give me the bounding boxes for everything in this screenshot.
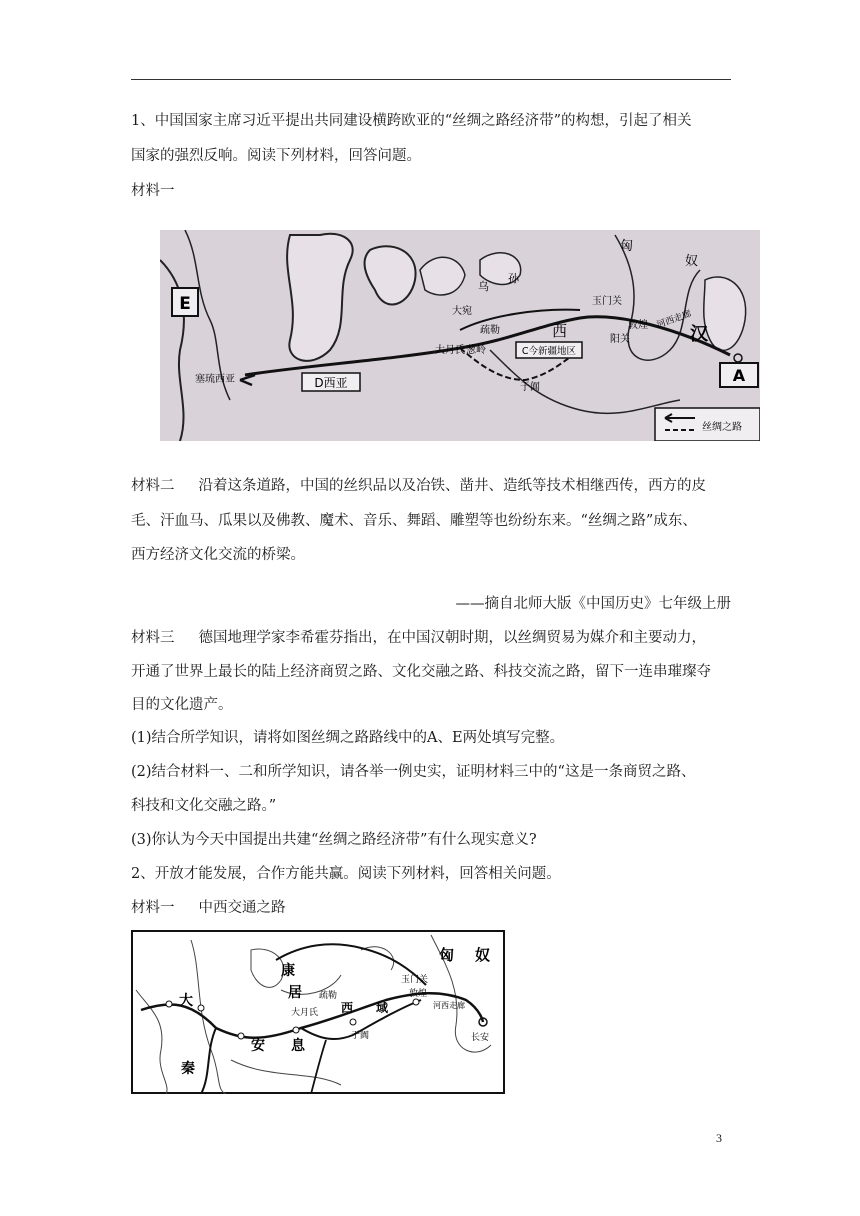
map1-box-e: E	[179, 294, 191, 314]
map2-label-yu: 域	[376, 1001, 389, 1015]
map1-label-xiongnu-1: 匈	[620, 239, 634, 254]
map1-label-roman: 塞琉西亚	[195, 374, 235, 385]
map2-label-da: 大	[179, 993, 193, 1009]
map2-label-an: 安	[251, 1038, 265, 1054]
q1-sub2-line2: 科技和文化交融之路。”	[131, 798, 277, 814]
map2-label-xiong: 匈	[439, 946, 455, 964]
header-rule	[131, 79, 731, 80]
map1-label-xiongnu-2: 奴	[685, 254, 699, 269]
q1-material2-label: 材料二	[131, 478, 175, 494]
map1-label-congling: 葱岭	[466, 345, 486, 356]
map1-legend-label: 丝绸之路	[702, 422, 742, 433]
q1-material2-line3: 西方经济文化交流的桥梁。	[131, 547, 305, 563]
map2-label-yuezhi: 大月氏	[291, 1008, 319, 1018]
map2-label-kang: 康	[281, 963, 295, 979]
q1-sub2-line1: (2)结合材料一、二和所学知识，请各举一例史实，证明材料三中的“这是一条商贸之路、	[131, 764, 696, 780]
silk-road-map-2	[131, 930, 505, 1094]
q1-intro-line1: 1、中国国家主席习近平提出共同建设横跨欧亚的“丝绸之路经济带”的构想，引起了相关	[131, 113, 692, 129]
q1-material3-line3: 目的文化遗产。	[131, 697, 233, 713]
q1-material2-text1: 沿着这条道路，中国的丝织品以及冶铁、凿井、造纸等技术相继西传，西方的皮	[198, 478, 706, 494]
map1-label-shule: 疏勒	[480, 325, 500, 336]
q1-material3-text1: 德国地理学家李希霍芬指出，在中国汉朝时期，以丝绸贸易为媒介和主要动力，	[198, 630, 706, 646]
q2-material1-title: 中西交通之路	[198, 900, 286, 916]
q1-sub1: (1)结合所学知识，请将如图丝绸之路路线中的A、E两处填写完整。	[131, 730, 565, 746]
map2-label-yumenguan: 玉门关	[401, 975, 429, 985]
map2-label-yutian: 于阗	[351, 1031, 370, 1041]
q2-material1-label: 材料一	[131, 900, 175, 916]
map1-label-yuezhi: 大月氏	[435, 345, 465, 356]
map1-label-yumenguan: 玉门关	[592, 296, 622, 307]
map1-label-region-c: C今新疆地区	[521, 346, 577, 357]
map1-label-dayuan: 大宛	[452, 306, 472, 317]
q2-intro: 2、开放才能发展，合作方能共赢。阅读下列材料，回答相关问题。	[131, 866, 561, 882]
map1-label-region-d: D西亚	[314, 376, 348, 390]
map2-label-xi2: 西	[341, 1001, 354, 1015]
map1-label-han: 汉	[690, 324, 708, 345]
q1-material3-line2: 开通了世界上最长的陆上经济商贸之路、文化交融之路、科技交流之路，留下一连串璀璨夺	[131, 664, 711, 680]
map2-label-ju: 居	[288, 985, 302, 1001]
page-number: 3	[716, 1131, 722, 1145]
q1-material3-label: 材料三	[131, 630, 175, 646]
map1-label-yutian: 于阗	[520, 382, 540, 393]
map1-label-hexi: 河西走廊	[655, 309, 693, 331]
map2-label-qin: 秦	[181, 1061, 195, 1077]
map2-label-changan: 长安	[471, 1033, 490, 1043]
q2-material1-line	[131, 894, 731, 923]
q1-intro-line2: 国家的强烈反响。阅读下列材料，回答问题。	[131, 148, 421, 164]
map2-label-nu: 奴	[475, 946, 491, 964]
map2-label-xi: 息	[291, 1038, 305, 1054]
map2-label-hexi: 河西走廊	[433, 1001, 465, 1010]
q1-material2-line1	[131, 472, 731, 501]
q1-material3-line1	[131, 624, 731, 653]
map2-label-dunhuang: 敦煌	[409, 989, 428, 999]
q1-material2-line2: 毛、汗血马、瓜果以及佛教、魔术、音乐、舞蹈、雕塑等也纷纷东来。“丝绸之路”成东、	[131, 513, 697, 529]
q1-source: ——摘自北师大版《中国历史》七年级上册	[455, 596, 731, 612]
silk-road-map-1	[160, 230, 760, 441]
map1-label-yangguan: 阳关	[610, 334, 630, 345]
map1-box-a: A	[732, 366, 746, 385]
map1-label-wusun-2: 孙	[508, 272, 519, 285]
map1-label-dunhuang: 敦煌	[628, 320, 648, 331]
map1-label-wusun-1: 乌	[478, 280, 489, 293]
q1-sub3: (3)你认为今天中国提出共建“丝绸之路经济带”有什么现实意义?	[131, 832, 537, 848]
map1-label-xi: 西	[552, 322, 568, 340]
map2-label-shule: 疏勒	[319, 991, 338, 1001]
q1-material1-label: 材料一	[131, 183, 175, 199]
